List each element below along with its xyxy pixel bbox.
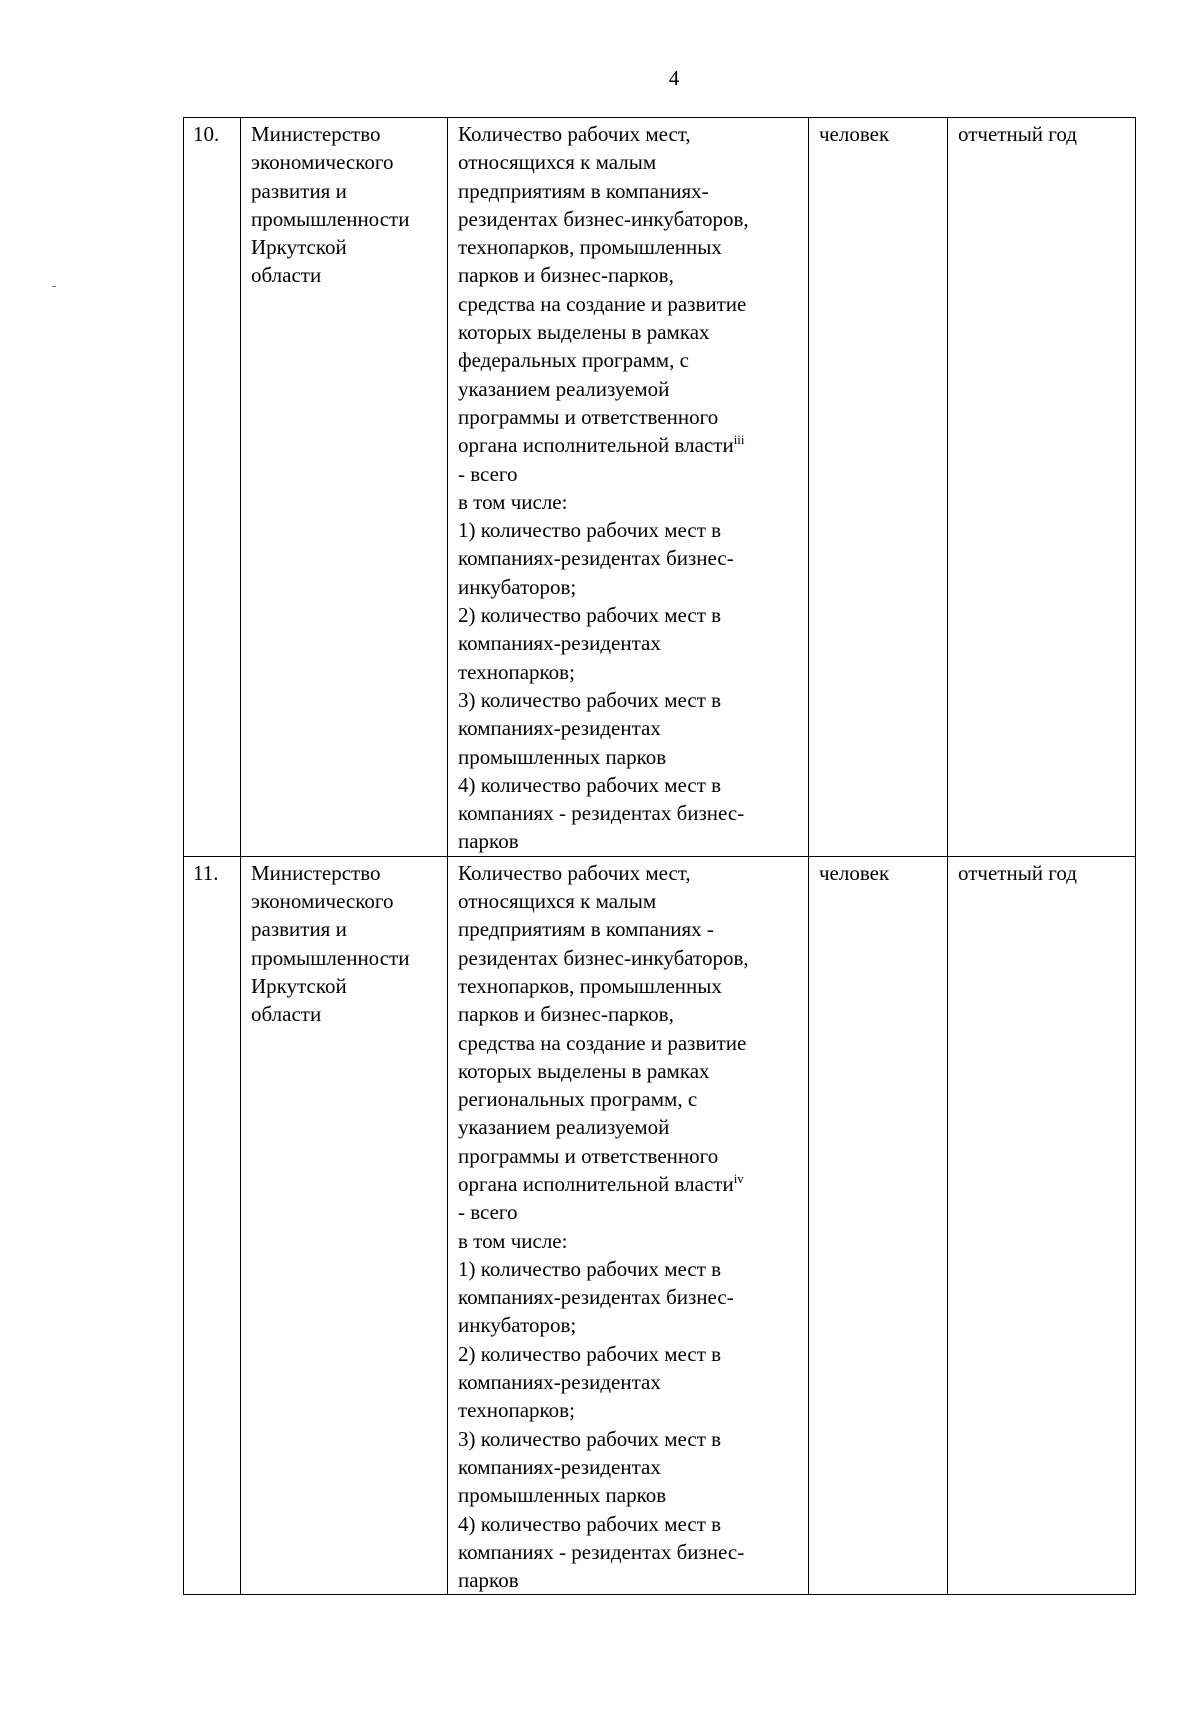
indicator-line: компаниях-резидентах [458,631,661,656]
indicator-line: компаниях - резидентах бизнес- [458,801,745,826]
footnote-mark: iv [733,1170,744,1186]
footnote-line-text: органа исполнительной власти [458,1171,734,1196]
indicator-cell [448,118,809,857]
table-row [184,856,1136,1595]
indicator-line: - всего [458,1200,518,1225]
indicator-footnote-line [458,1170,802,1198]
indicator-line: 3) количество рабочих мест в [458,1426,722,1451]
indicator-line: предприятиям в компаниях- [458,178,709,203]
row-number: 11. [184,856,241,1595]
indicator-line: которых выделены в рамках [458,320,710,345]
indicator-line: инкубаторов; [458,1313,577,1338]
indicator-line: Количество рабочих мест, [458,860,691,885]
indicator-line: технопарков, промышленных [458,235,722,260]
footnote-mark: iii [733,432,745,448]
ministry-line: Министерство [251,122,381,146]
indicator-line: компаниях-резидентах бизнес- [458,546,734,571]
ministry-line: Иркутской [251,973,347,998]
indicator-line: указанием реализуемой [458,376,670,401]
ministry-line: Министерство [251,860,381,885]
indicator-line: компаниях - резидентах бизнес- [458,1539,745,1564]
indicator-line: компаниях-резидентах [458,1454,661,1479]
scan-artifact [52,286,56,287]
indicator-line: промышленных парков [458,1483,667,1508]
indicator-line: парков [458,829,519,854]
indicator-line: 3) количество рабочих мест в [458,687,722,712]
indicator-line: программы и ответственного [458,1143,719,1168]
indicator-line: промышленных парков [458,744,667,769]
indicator-line: в том числе: [458,489,568,514]
ministry-cell [241,118,448,857]
indicator-line: указанием реализуемой [458,1115,670,1140]
indicator-line: которых выделены в рамках [458,1058,710,1083]
indicator-line: средства на создание и развитие [458,291,747,316]
indicator-cell [448,856,809,1595]
indicator-line: средства на создание и развитие [458,1030,747,1055]
footnote-line-text: органа исполнительной власти [458,433,734,458]
indicator-line: в том числе: [458,1228,568,1253]
indicator-line: 4) количество рабочих мест в [458,1511,722,1536]
indicator-line: федеральных программ, с [458,348,689,373]
ministry-line: Иркутской [251,235,347,260]
unit-cell: человек [809,856,948,1595]
indicator-line: компаниях-резидентах [458,716,661,741]
indicator-line: предприятиям в компаниях - [458,917,714,942]
indicator-line: 4) количество рабочих мест в [458,772,722,797]
indicator-line: региональных программ, с [458,1087,698,1112]
indicator-line: парков и бизнес-парков, [458,1002,674,1027]
unit-cell: человек [809,118,948,857]
ministry-line: области [251,1002,322,1027]
ministry-line: промышленности [251,945,410,970]
indicator-line: - всего [458,461,518,486]
indicator-line: компаниях-резидентах [458,1370,661,1395]
indicator-line: относящихся к малым [458,889,657,914]
indicator-line: компаниях-резидентах бизнес- [458,1285,734,1310]
ministry-line: области [251,263,322,288]
indicator-line: технопарков; [458,659,575,684]
indicator-line: 2) количество рабочих мест в [458,1341,722,1366]
indicator-line: резидентах бизнес-инкубаторов, [458,945,749,970]
indicator-line: 1) количество рабочих мест в [458,518,722,543]
indicator-line: программы и ответственного [458,404,719,429]
ministry-line: экономического [251,150,394,175]
ministry-line: промышленности [251,206,410,231]
indicator-line: парков [458,1568,519,1593]
indicators-table [183,117,1136,1595]
indicator-line: относящихся к малым [458,150,657,175]
page-number: 4 [668,66,680,90]
indicator-line: парков и бизнес-парков, [458,263,674,288]
indicator-line: 2) количество рабочих мест в [458,603,722,628]
indicator-line: инкубаторов; [458,574,577,599]
row-number: 10. [184,118,241,857]
table-row [184,118,1136,857]
indicator-line: технопарков; [458,1398,575,1423]
indicator-line: 1) количество рабочих мест в [458,1256,722,1281]
indicator-footnote-line [458,431,802,459]
indicator-line: резидентах бизнес-инкубаторов, [458,206,749,231]
indicator-line: Количество рабочих мест, [458,122,691,146]
period-cell: отчетный год [948,118,1136,857]
ministry-line: развития и [251,178,347,203]
period-cell: отчетный год [948,856,1136,1595]
ministry-line: развития и [251,917,347,942]
ministry-line: экономического [251,889,394,914]
indicator-line: технопарков, промышленных [458,973,722,998]
ministry-cell [241,856,448,1595]
